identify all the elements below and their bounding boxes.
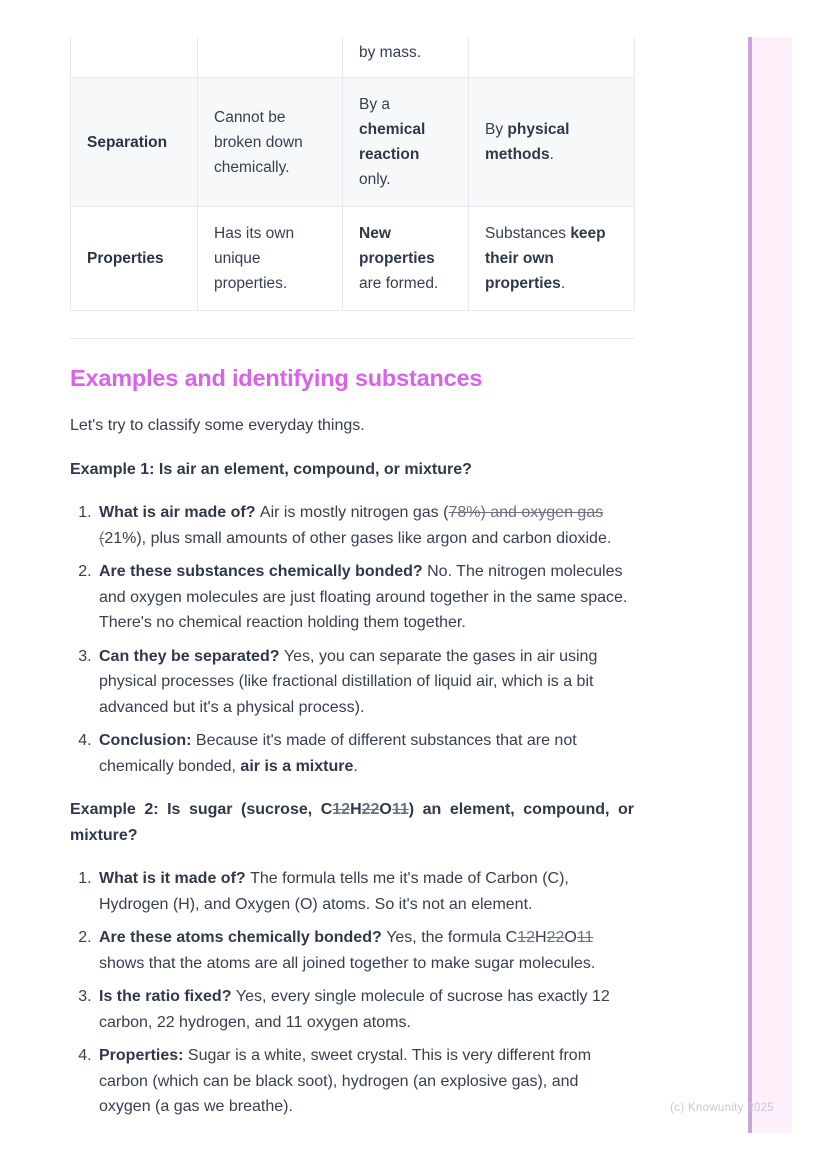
list-item: 4. Conclusion: Because it's made of different substances that are not chemically bonded, air is a mixture. <box>96 728 634 779</box>
example-2-title: Example 2: Is sugar (sucrose, C12H22O11) an element, compound, or mixture? <box>70 801 635 844</box>
list-item: 2. Are these atoms chemically bonded? Yes, the formula C12H22O11 shows that the atoms are all joined together to make sugar molecules. <box>96 925 634 976</box>
example-1-list <box>70 500 634 779</box>
section-divider <box>70 338 634 339</box>
table-cell <box>198 38 343 78</box>
list-item: 1. What is air made of? Air is mostly nitrogen gas (78%) and oxygen gas (21%), plus small amounts of other gases like argon and carbon dioxide. <box>96 500 634 551</box>
table-row-separation <box>71 78 635 207</box>
document-content <box>70 38 634 1138</box>
table-cell: Has its own unique properties. <box>198 207 343 311</box>
table-cell: New properties are formed. <box>343 207 469 311</box>
table-row-header: Properties <box>71 207 198 311</box>
table-cell: Substances keep their own properties. <box>469 207 635 311</box>
list-item: 3. Is the ratio fixed? Yes, every single molecule of sucrose has exactly 12 carbon, 22 hydrogen, and 11 oxygen atoms. <box>96 984 634 1035</box>
copyright-watermark: (c) Knowunity 2025 <box>670 1102 774 1114</box>
example-2-list <box>70 866 634 1120</box>
table-cell: by mass. <box>343 38 469 78</box>
table-row-properties <box>71 207 635 311</box>
list-item: 1. What is it made of? The formula tells me it's made of Carbon (C), Hydrogen (H), and Oxygen (O) atoms. So it's not an element. <box>96 866 634 917</box>
page-accent-strip <box>748 37 792 1133</box>
table-row-fragment <box>71 38 635 78</box>
list-item: 3. Can they be separated? Yes, you can separate the gases in air using physical processes (like fractional distillation of liquid air, which is a bit advanced but it's a physical process). <box>96 644 634 721</box>
list-item: 4. Properties: Sugar is a white, sweet crystal. This is very different from carbon (which can be black soot), hydrogen (an explosive gas), and oxygen (a gas we breathe). <box>96 1043 634 1120</box>
example-1-title: Example 1: Is air an element, compound, or mixture? <box>70 460 472 478</box>
table-row-header: Separation <box>71 78 198 207</box>
table-cell: By a chemical reaction only. <box>343 78 469 207</box>
list-item: 2. Are these substances chemically bonded? No. The nitrogen molecules and oxygen molecules are just floating around together in the same space. There's no chemical reaction holding them together. <box>96 559 634 636</box>
intro-paragraph: Let's try to classify some everyday things. <box>70 417 365 434</box>
comparison-table <box>70 38 635 311</box>
table-cell <box>469 38 635 78</box>
section-heading: Examples and identifying substances <box>70 365 483 391</box>
table-cell: By physical methods. <box>469 78 635 207</box>
table-cell <box>71 38 198 78</box>
table-cell: Cannot be broken down chemically. <box>198 78 343 207</box>
